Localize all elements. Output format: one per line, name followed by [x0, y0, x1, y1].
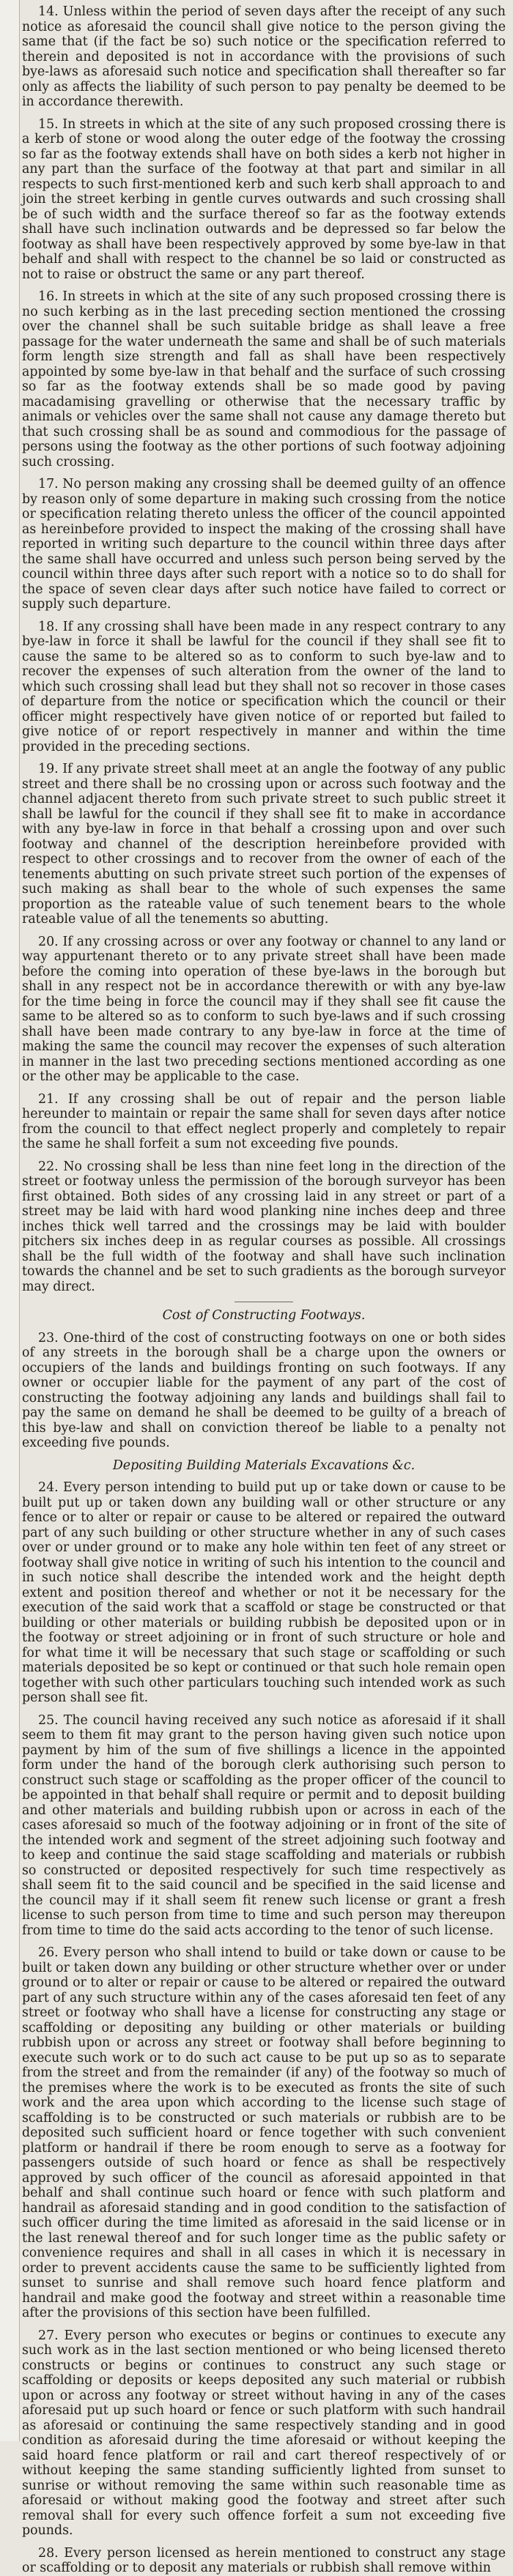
section-16: 16. In streets in which at the site of any such proposed crossing there is no such kerbing as in the last preceding section mentioned the crossing over the channel shall be such suitable bridge as shall leave a free passage for the water underneath the same and shall be of such materials form length size strength and fall as shall have been respectively appointed by some bye-law in that behalf and the surface of such crossing so far as the footway extends shall be so made good by paving macadamising gravelling or otherwise that the necessary traffic by animals or vehicles over the same shall not cause any damage thereto but that such crossing shall be as sound and commodious for the passage of persons using the footway as the other portions of such footway adjoining such crossing.	[22, 289, 506, 469]
section-18: 18. If any crossing shall have been made in any respect contrary to any bye-law in force it shall be lawful for the council if they shall see fit to cause the same to be altered so as to conform to such bye-law and to recover the expenses of such alteration from the owner of the land to which such crossing shall lead but they shall not so recover in those cases of departure from the notice or specification which the council or their officer might respectively have given notice of or reported but failed to give notice of or report respectively in manner and within the time provided in the preceding sections.	[22, 619, 506, 754]
section-14: 14. Unless within the period of seven days after the receipt of any such notice as aforesaid the council shall give notice to the person giving the same that (if the fact be so) such notice or the specification referred to therein and deposited is not in accordance with the provisions of such bye-laws as aforesaid such notice and specification shall thereafter so far only as affects the liability of such person to pay penalty be deemed to be in accordance therewith.	[22, 4, 506, 109]
section-22: 22. No crossing shall be less than nine feet long in the direction of the street or footway unless the permission of the borough surveyor has been first obtained. Both sides of any crossing laid in any street or part of a street may be laid with hard wood planking nine inches deep and three inches thick well tarred and the crossings may be laid with boulder pitchers six inches deep in as regular courses as possible. All crossings shall be the full width of the footway and shall have such inclination towards the channel and be set to such gradients as the borough surveyor may direct.	[22, 1159, 506, 1294]
section-19: 19. If any private street shall meet at an angle the footway of any public street and there shall be no crossing upon or across such footway and the channel adjacent thereto from such private street to such public street it shall be lawful for the council if they shall see fit to make in accordance with any bye-law in force in that behalf a crossing upon and over such footway and channel of the description hereinbefore provided with respect to other crossings and to recover from the owner of each of the tenements abutting on such private street such portion of the expenses of such making as shall bear to the whole of such expenses the same proportion as the rateable value of such tenement bears to the whole rateable value of all the tenements so abutting.	[22, 762, 506, 927]
section-25: 25. The council having received any such notice as aforesaid if it shall seem to them fit may grant to the person having given such notice upon payment by him of the sum of five shillings a licence in the appointed form under the hand of the borough clerk authorising such person to construct such stage or scaffolding as the proper officer of the council to be appointed in that behalf shall require or permit and to deposit building and other materials and building rubbish upon or across in each of the cases aforesaid so much of the footway adjoining or in front of the site of the intended work and segment of the street adjoining such footway and to keep and continue the said stage scaffolding and materials or rubbish so constructed or deposited respectively for such time respectively as shall seem fit to the said council and be specified in the said license and the council may if it shall seem fit renew such license or grant a fresh license to such person from time to time and such person may thereupon from time to time do the said acts according to the tenor of such license.	[22, 1712, 506, 1938]
heading-cost-of-constructing-footways: Cost of Constructing Footways.	[162, 1308, 366, 1323]
section-20: 20. If any crossing across or over any footway or channel to any land or way appurtenant thereto or to any private street shall have been made before the coming into operation of these bye-laws in the borough but shall in any respect not be in accordance therewith or with any bye-law for the time being in force the council may if they shall see fit cause the same to be altered so as to conform to such bye-laws and if such crossing shall have been made contrary to any bye-law in force at the time of making the same the council may recover the expenses of such alteration in manner in the last two preceding sections mentioned according as one or the other may be applicable to the case.	[22, 934, 506, 1084]
left-margin-strip	[0, 0, 20, 2441]
section-26: 26. Every person who shall intend to build or take down or cause to be built or taken down any building or other structure whether over or under ground or to alter or repair or cause to be altered or repaired the outward part of any such structure within any of the cases aforesaid ten feet of any street or footway who shall have a license for constructing any stage or scaffolding or depositing any building or other materials or building rubbish upon or across any street or footway shall before beginning to execute such work or to do such act cause to be put up so as to separate from the street and from the remainder (if any) of the footway so much of the premises where the work is to be executed as fronts the site of such work and the area upon which according to the license such stage of scaffolding is to be constructed or such materials or rubbish are to be deposited such sufficient hoard or fence together with such convenient platform or handrail if there be room enough to serve as a footway for passengers outside of such hoard or fence as shall be respectively approved by such officer of the council as aforesaid appointed in that behalf and shall continue such hoard or fence with such platform and handrail as aforesaid standing and in good condition to the satisfaction of such officer during the time limited as aforesaid in the said license or in the last renewal thereof and for such longer time as the public safety or convenience requires and shall in all cases in which it is necessary in order to prevent accidents cause the same to be sufficiently lighted from sunset to sunrise and shall remove such hoard fence platform and handrail and make good the footway and street within a reasonable time after the provisions of this section have been fulfilled.	[22, 1945, 506, 2320]
section-21: 21. If any crossing shall be out of repair and the person liable hereunder to maintain or repair the same shall for seven days after notice from the council to that effect neglect properly and completely to repair the same he shall forfeit a sum not exceeding five pounds.	[22, 1091, 506, 1151]
section-27: 27. Every person who executes or begins or continues to execute any such work as in the last section mentioned or who being licensed thereto constructs or begins or continues to construct any such stage or scaffolding or deposits or keeps deposited any such material or rubbish upon or across any footway or street without having in any of the cases aforesaid put up such hoard or fence or such platform with such handrail as aforesaid or continuing the same respectively standing and in good condition as aforesaid during the time aforesaid or without keeping the said hoard fence platform or rail and cart thereof respectively of or without keeping the same standing sufficiently lighted from sunset to sunrise or without removing the same within such reasonable time as aforesaid or without making good the footway and street after such removal shall for every such offence forfeit a sum not exceeding five pounds.	[22, 2328, 506, 2538]
section-28: 28. Every person licensed as herein mentioned to construct any stage or scaffolding or to deposit any materials or rubbish shall remove within	[22, 2545, 506, 2575]
document-page	[22, 4, 506, 2575]
heading-depositing-building-materials: Depositing Building Materials Excavations &c.	[112, 1458, 416, 1473]
section-24: 24. Every person intending to build put up or take down or cause to be built put up or taken down any building wall or other structure or any fence or to alter or repair or cause to be altered or repaired the outward part of any such building or other structure whether in any of such cases over or under ground or to make any hole within ten feet of any street or footway shall give notice in writing of such his intention to the council and in such notice shall describe the intended work and the height depth extent and position thereof and whether or not it be necessary for the execution of the said work that a scaffold or stage be constructed or that building or other materials or building rubbish be deposited upon or in the footway or street adjoining or in front of such structure or hole and for what time it will be necessary that such stage or scaffolding or such materials deposited be so kept or continued or that such hole remain open together with such other particulars touching such intended work as such person shall see fit.	[22, 1480, 506, 1705]
section-17: 17. No person making any crossing shall be deemed guilty of an offence by reason only of some departure in making such crossing from the notice or specification relating thereto unless the officer of the council appointed as hereinbefore provided to inspect the making of the crossing shall have reported in writing such departure to the council within three days after the same shall have occurred and unless such person being served by the council within three days after such report with a notice so to do shall for the space of seven clear days after such notice have failed to correct or supply such departure.	[22, 477, 506, 612]
section-23: 23. One-third of the cost of constructing footways on one or both sides of any streets in the borough shall be a charge upon the owners or occupiers of the lands and buildings fronting on such footways. If any owner or occupier liable for the payment of any part of the cost of constructing the footway adjoining any lands and buildings shall fail to pay the same on demand he shall be deemed to be guilty of a breach of this bye-law and shall on conviction thereof be liable to a penalty not exceeding five pounds.	[22, 1330, 506, 1450]
section-15: 15. In streets in which at the site of any such proposed crossing there is a kerb of stone or wood along the outer edge of the footway the crossing so far as the footway extends shall have on both sides a kerb not higher in any part than the surface of the footway at that part and similar in all respects to such first-mentioned kerb and such kerb shall approach to and join the street kerbing in gentle curves outwards and such crossing shall be of such width and the surface thereof so far as the footway extends shall have such inclination outwards and be depressed so far below the footway as shall have been respectively approved by some bye-law in that behalf and shall with respect to the channel be so laid or constructed as not to raise or obstruct the same or any part thereof.	[22, 116, 506, 282]
